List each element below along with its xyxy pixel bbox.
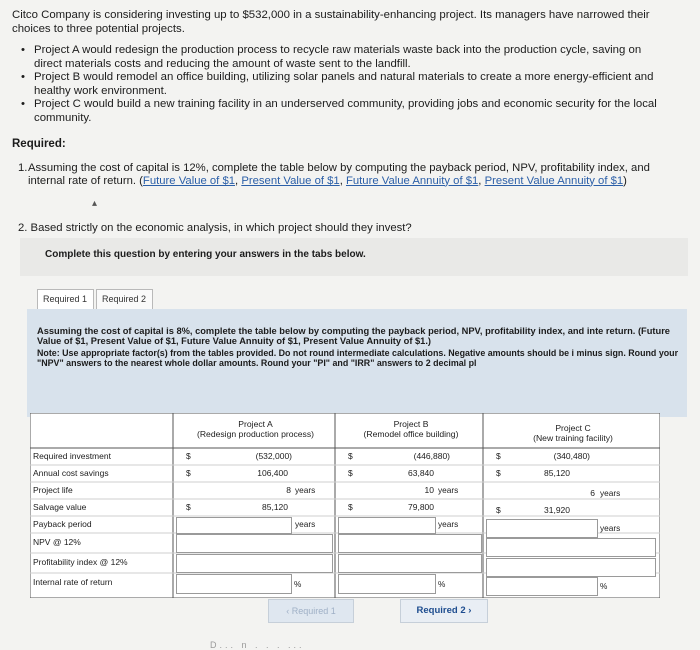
answer-panel-instruction: Complete this question by entering your answers in the tabs below. [45, 249, 366, 260]
row-label-salvage-value: Salvage value [33, 502, 87, 512]
tab-required-2[interactable]: Required 2 [96, 289, 153, 310]
link-future-value-annuity[interactable]: Future Value Annuity of $1 [345, 174, 479, 187]
instruction-note [37, 348, 683, 368]
instruction-main-text: Assuming the cost of capital is 8%, complete the table below by computing the payback period, NPV, profitability index, and inte return. (Future Value of $1, Present Value of $1, Future Value Annuity of $1, Present Value Annuity of $1.) [37, 326, 670, 346]
project-b-irr-input[interactable] [338, 574, 436, 594]
project-a-life-unit: years [295, 485, 316, 495]
project-a-investment: (532,000) [255, 451, 292, 461]
prev-required-button[interactable]: ‹ Required 1 [268, 599, 354, 623]
question-1: 1. Assuming the cost of capital is 12%, complete the table below by computing the payback period, NPV, profitability index, and internal rate of return. (Future Value of $1, Present Value of $1, Future Value Annuity of $1, Present Value Annuity of $1) [18, 162, 650, 187]
currency-symbol: $ [496, 505, 501, 515]
row-label-payback-period: Payback period [33, 519, 92, 529]
link-present-value[interactable]: Present Value of $1 [241, 174, 340, 187]
question-1-text: Assuming the cost of capital is 12%, complete the table below by computing the payback period, NPV, profitability index, and internal rate of return. [28, 162, 650, 187]
project-b-salvage: 79,800 [408, 502, 434, 512]
row-label-required-investment: Required investment [33, 451, 111, 461]
project-a-savings: 106,400 [257, 468, 288, 478]
project-a-salvage: 85,120 [262, 502, 288, 512]
project-a-irr-unit: % [294, 579, 302, 589]
row-label-npv: NPV @ 12% [33, 537, 81, 547]
row-label-project-life: Project life [33, 485, 73, 495]
row-label-profitability-index: Profitability index @ 12% [33, 557, 128, 567]
project-a-subtitle: (Redesign production process) [196, 429, 315, 439]
intro-paragraph: Citco Company is considering investing up to $532,000 in a sustainability-enhancing project. Its managers have narrowed their choices to three potential projects. [12, 9, 650, 35]
project-c-npv-input[interactable] [486, 538, 656, 557]
project-b-payback-unit: years [438, 519, 459, 529]
project-b-subtitle: (Remodel office building) [363, 429, 459, 439]
list-item-project-c: • Project C would build a new training facility in an underserved community, providing jobs and economic security for the local community. [20, 98, 670, 125]
row-label-irr: Internal rate of return [33, 577, 113, 587]
project-a-life: 8 [286, 485, 291, 495]
column-header-project-c [490, 423, 656, 443]
row-label-annual-cost-savings: Annual cost savings [33, 468, 109, 478]
prev-required-label: Required 1 [291, 606, 336, 616]
list-item-project-a: • Project A would redesign the production process to recycle raw materials waste back into the production cycle, saving on direct materials costs and reducing the amount of waste sent to the landfill. [20, 44, 670, 71]
question-1-number: 1. [18, 162, 28, 174]
project-list [20, 44, 670, 125]
project-c-payback-input[interactable] [486, 519, 598, 538]
project-a-irr-input[interactable] [176, 574, 292, 594]
project-c-savings: 85,120 [544, 468, 570, 478]
link-future-value[interactable]: Future Value of $1 [142, 174, 236, 187]
project-a-pi-input[interactable] [176, 554, 333, 573]
project-b-name: Project B [393, 419, 429, 429]
project-c-investment: (340,480) [553, 451, 590, 461]
currency-symbol: $ [186, 468, 191, 478]
next-required-button[interactable]: Required 2 › [400, 599, 488, 623]
project-a-payback-input[interactable] [176, 517, 292, 534]
question-2: 2. Based strictly on the economic analysis, in which project should they invest? [18, 222, 412, 234]
project-b-irr-unit: % [438, 579, 446, 589]
required-heading: Required: [12, 138, 66, 150]
project-c-irr-unit: % [600, 581, 608, 591]
column-header-project-b [340, 419, 482, 439]
project-c-name: Project C [555, 423, 591, 433]
project-c-salvage: 31,920 [544, 505, 570, 515]
project-a-name: Project A [238, 419, 273, 429]
project-b-pi-input[interactable] [338, 554, 482, 573]
column-header-project-a [178, 419, 333, 439]
project-c-pi-input[interactable] [486, 558, 656, 577]
currency-symbol: $ [496, 451, 501, 461]
currency-symbol: $ [348, 502, 353, 512]
mouse-cursor-icon: ▴ [92, 198, 98, 209]
project-b-payback-input[interactable] [338, 517, 436, 534]
project-c-payback-unit: years [600, 523, 621, 533]
instruction-note-text: Note: Use appropriate factor(s) from the tables provided. Do not round intermediate calculations. Negative amounts should be i minus sign. Round your "NPV" answers to the nearest whole dollar amounts. Round your "PI" and "IRR" answers to 2 decimal pl [37, 348, 679, 368]
next-required-label: Required 2 [416, 605, 466, 616]
project-b-npv-input[interactable] [338, 534, 482, 553]
tab-required-1[interactable]: Required 1 [37, 289, 94, 310]
currency-symbol: $ [186, 502, 191, 512]
answer-table [30, 413, 660, 598]
project-b-life-unit: years [438, 485, 459, 495]
link-present-value-annuity[interactable]: Present Value Annuity of $1 [484, 174, 624, 187]
project-a-payback-unit: years [295, 519, 316, 529]
project-c-life: 6 [590, 488, 595, 498]
currency-symbol: $ [348, 451, 353, 461]
project-b-investment: (446,880) [413, 451, 450, 461]
project-c-irr-input[interactable] [486, 577, 598, 596]
project-b-savings: 63,840 [408, 468, 434, 478]
list-item-project-b: • Project B would remodel an office building, utilizing solar panels and natural materials to create a more energy-efficient and healthy work environment. [20, 71, 670, 98]
currency-symbol: $ [348, 468, 353, 478]
project-a-npv-input[interactable] [176, 534, 333, 553]
instruction-main [37, 326, 683, 346]
currency-symbol: $ [186, 451, 191, 461]
project-c-subtitle: (New training facility) [533, 433, 613, 443]
currency-symbol: $ [496, 468, 501, 478]
project-b-life: 10 [424, 485, 434, 495]
required-tabs [37, 289, 153, 309]
cutoff-text: D... n . . . ... [210, 640, 305, 650]
project-c-life-unit: years [600, 488, 621, 498]
